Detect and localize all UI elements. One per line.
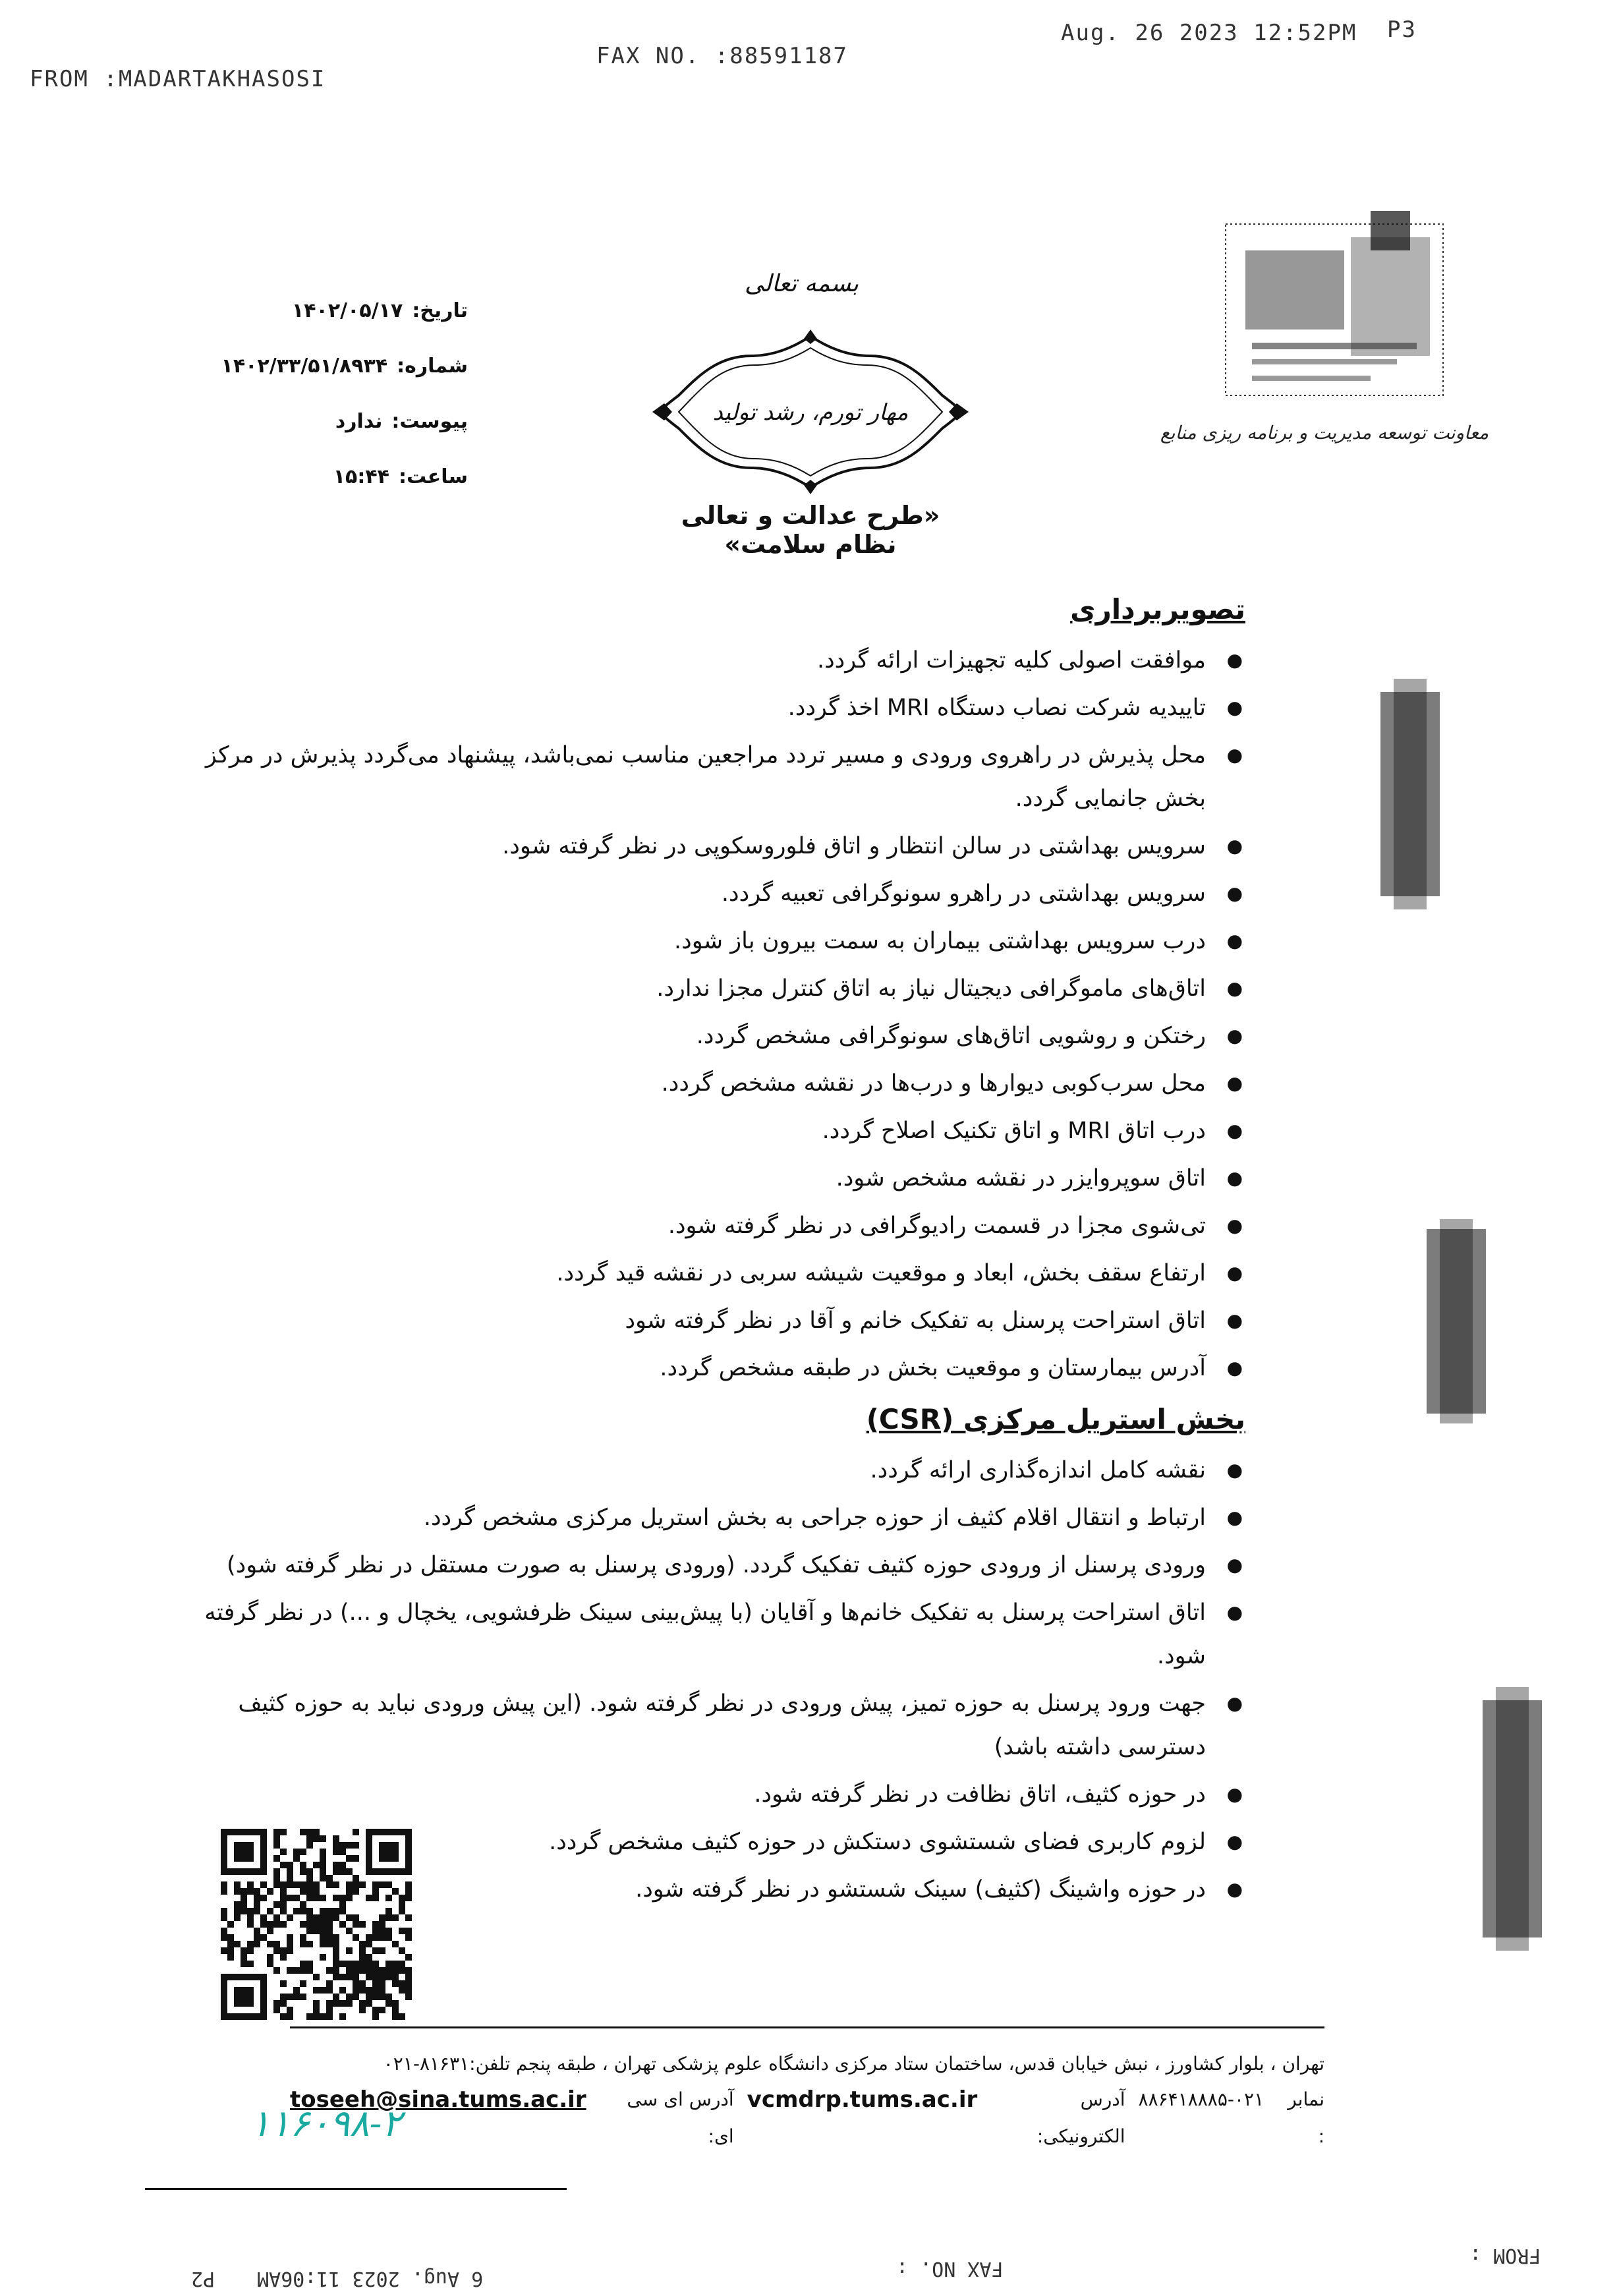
time-row [217, 449, 468, 505]
list-item: ● ارتباط و انتقال اقلام کثیف از حوزه جراحی به بخش استریل مرکزی مشخص گردد. [198, 1496, 1245, 1539]
attachment-label: پیوست: [391, 410, 468, 433]
list-item: ● آدرس بیمارستان و موقعیت بخش در طبقه مشخص گردد. [198, 1346, 1245, 1390]
number-label: شماره: [397, 355, 468, 378]
attachment-row [217, 394, 468, 449]
list-item: ● لزوم کاربری فضای شستشوی دستکش در حوزه کثیف مشخص گردد. [198, 1820, 1245, 1864]
list-item: ● محل سرب‌کوبی دیوارها و درب‌ها در نقشه مشخص گردد. [198, 1062, 1245, 1105]
fax-value: ۸۸۶۴۱۸۸۸۵-۰۲۱ [1138, 2088, 1264, 2110]
list-item: ● ورودی پرسنل از ورودی حوزه کثیف تفکیک گردد. (ورودی پرسنل به صورت مستقل در نظر گرفته شود) [198, 1543, 1245, 1587]
website-link[interactable]: vcmdrp.tums.ac.ir [747, 2086, 978, 2113]
list-item: ● تی‌شوی مجزا در قسمت رادیوگرافی در نظر گرفته شود. [198, 1204, 1245, 1248]
qr-code [221, 1829, 412, 2020]
list-item: ● نقشه کامل اندازه‌گذاری ارائه گردد. [198, 1449, 1245, 1492]
date-value: ۱۴۰۲/۰۵/۱۷ [291, 299, 403, 322]
emblem-cartouche [652, 330, 969, 494]
number-row [217, 339, 468, 394]
fax-datetime: Aug. 26 2023 12:52PM [1061, 20, 1357, 46]
stamp-caption: معاونت توسعه مدیریت و برنامه ریزی منابع [1160, 422, 1489, 444]
scan-edge-noise [1469, 1687, 1555, 1951]
stamp-seal [1153, 211, 1469, 428]
handwritten-number: ۱۱۶۰۹۸-۲ [250, 2102, 402, 2145]
date-label: تاریخ: [412, 299, 468, 322]
attachment-value: ندارد [335, 410, 383, 433]
list-item: ● اتاق سوپروایزر در نقشه مشخص شود. [198, 1157, 1245, 1200]
letter-footer [290, 2026, 1324, 2155]
imaging-list [198, 639, 1245, 1390]
list-item: ● اتاق استراحت پرسنل به تفکیک خانم و آقا در نظر گرفته شود [198, 1299, 1245, 1342]
list-item: ● موافقت اصولی کلیه تجهیزات ارائه گردد. [198, 639, 1245, 682]
date-row [217, 283, 468, 339]
website-label: آدرس الکترونیکی: [1037, 2088, 1125, 2147]
list-item: ● درب اتاق MRI و اتاق تکنیک اصلاح گردد. [198, 1109, 1245, 1153]
list-item: ● درب سرویس بهداشتی بیماران به سمت بیرون باز شود. [198, 919, 1245, 963]
number-value: ۱۴۰۲/۳۳/۵۱/۸۹۳۴ [221, 355, 388, 378]
motto: «طرح عدالت و تعالی نظام سلامت» [681, 501, 940, 559]
bismillah: بسمه تعالی [745, 270, 859, 297]
fax-footer-from: FROM : [1469, 2244, 1541, 2267]
email-label: آدرس ای سی ای: [627, 2088, 734, 2147]
list-item: ● ارتفاع سقف بخش، ابعاد و موقعیت شیشه سربی در نقشه قید گردد. [198, 1251, 1245, 1295]
fax-label: نمابر : [1288, 2088, 1324, 2147]
list-item: ● اتاق‌های ماموگرافی دیجیتال نیاز به اتاق کنترل مجزا ندارد. [198, 967, 1245, 1010]
scan-line [145, 2188, 567, 2190]
fax-footer-datetime: 6 Aug. 2023 11:06AM [257, 2267, 484, 2290]
footer-address: تهران ، بلوار کشاورز ، نبش خیابان قدس، ساختمان ستاد مرکزی دانشگاه علوم پزشکی تهران ، طبقه پنجم تلفن:۸۱۶۳۱-۰۲۱ [383, 2053, 1324, 2075]
time-label: ساعت: [398, 465, 468, 488]
time-value: ۱۵:۴۴ [333, 465, 389, 488]
list-item: ● محل پذیرش در راهروی ورودی و مسیر تردد مراجعین مناسب نمی‌باشد، پیشنهاد می‌گردد پذیرش در مرکز بخش جانمایی گردد. [198, 733, 1245, 820]
footer-contact [290, 2081, 1324, 2155]
fax-number: FAX NO. :88591187 [596, 43, 848, 69]
fax-from: FROM :MADARTAKHASOSI [30, 66, 326, 92]
fax-footer-number: FAX NO. : [896, 2257, 1004, 2280]
list-item: ● اتاق استراحت پرسنل به تفکیک خانم‌ها و آقایان (با پیش‌بینی سینک ظرفشویی، یخچال و ...) در نظر گرفته شود. [198, 1591, 1245, 1678]
list-item: ● جهت ورود پرسنل به حوزه تمیز، پیش ورودی در نظر گرفته شود. (این پیش ورودی نباید به حوزه کثیف دسترسی داشته باشد) [198, 1682, 1245, 1769]
scan-edge-noise [1367, 679, 1453, 909]
fax-footer-page: P2 [191, 2267, 215, 2290]
letter-meta [217, 283, 468, 505]
section-title-csr: بخش استریل مرکزی (CSR) [866, 1403, 1245, 1435]
list-item: ● در حوزه کثیف، اتاق نظافت در نظر گرفته شود. [198, 1773, 1245, 1816]
list-item: ● در حوزه واشینگ (کثیف) سینک شستشو در نظر گرفته شود. [198, 1868, 1245, 1911]
scan-edge-noise [1417, 1219, 1496, 1423]
list-item: ● تاییدیه شرکت نصاب دستگاه MRI اخذ گردد. [198, 686, 1245, 730]
list-item: ● سرویس بهداشتی در سالن انتظار و اتاق فلوروسکوپی در نظر گرفته شود. [198, 824, 1245, 868]
list-item: ● سرویس بهداشتی در راهرو سونوگرافی تعبیه گردد. [198, 872, 1245, 915]
email-link[interactable]: toseeh@sina.tums.ac.ir [290, 2086, 586, 2113]
fax-page: P3 [1387, 16, 1417, 43]
list-item: ● رختکن و روشویی اتاق‌های سونوگرافی مشخص گردد. [198, 1014, 1245, 1058]
emblem-text: مهار تورم، رشد تولید [712, 399, 909, 426]
section-title-imaging: تصویربرداری [1070, 593, 1245, 625]
letter-body [198, 593, 1245, 1924]
